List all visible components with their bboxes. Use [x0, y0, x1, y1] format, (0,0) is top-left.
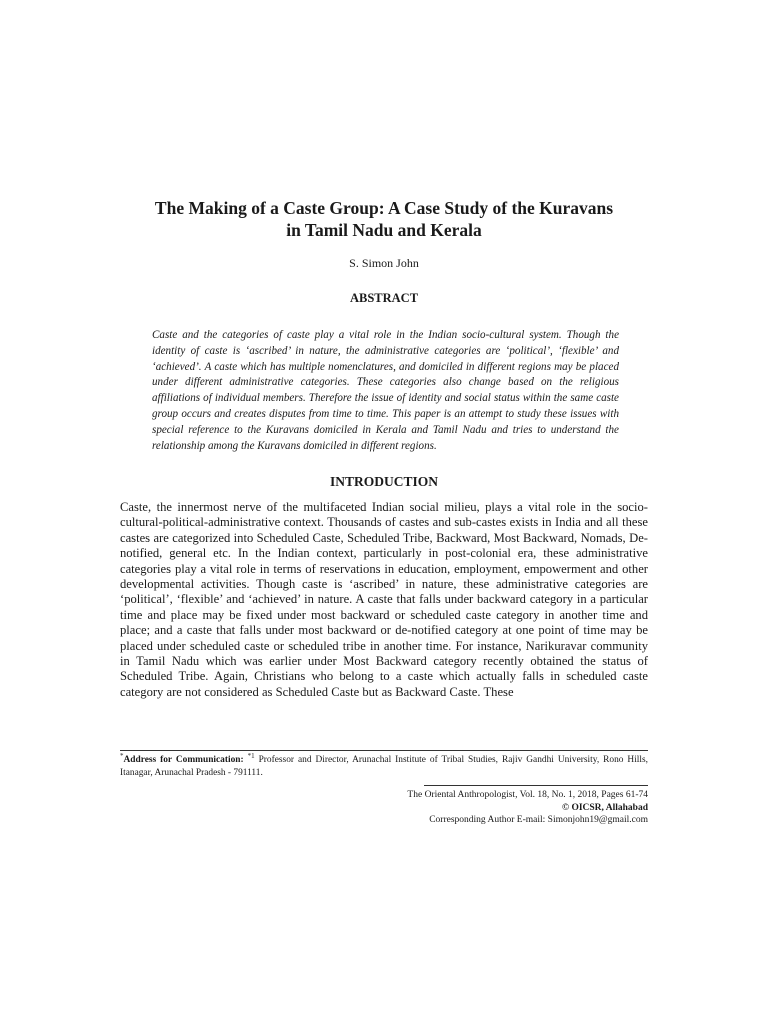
paper-title-line-2: in Tamil Nadu and Kerala — [286, 220, 482, 240]
footnote-divider — [120, 750, 648, 751]
footnote-superscript: *1 — [247, 751, 255, 760]
paper-title-line-1: The Making of a Caste Group: A Case Study of the Kuravans — [154, 198, 614, 218]
abstract-heading: ABSTRACT — [349, 291, 419, 305]
journal-info — [308, 789, 648, 827]
footnote-label: Address for Communication: — [123, 755, 244, 765]
introduction-heading: INTRODUCTION — [329, 474, 438, 489]
introduction-text: Caste, the innermost nerve of the multifaceted Indian social milieu, plays a vital role in the socio-cultural-political-administrative context. Thousands of castes and sub-castes exists in India and all these castes are categorized into Scheduled Caste, Scheduled Tribe, Backward, Most Backward, Nomads, De-notified, general etc. In the Indian context, particularly in post-colonial era, these administrative categories play a vital role in terms of reservations in education, employment, empowerment and other developmental activities. Though caste is ‘ascribed’ in nature, these administrative categories are ‘political’, ‘flexible’ and ‘achieved’ in nature. A caste that falls under backward category in a particular time and place may be fixed under most backward or scheduled caste category in another time and place; and a caste that falls under most backward or de-notified category at one point of time may be placed under scheduled caste or scheduled tribe in another time. For instance, Narikuravar community in Tamil Nadu which was earlier under Most Backward category recently obtained the status of Scheduled Tribe. Again, Christians who belong to a caste which actually falls in scheduled caste category are not considered as Scheduled Caste but as Backward Caste. These — [120, 500, 648, 699]
paper-title — [120, 197, 648, 241]
corresponding-author-email[interactable]: Corresponding Author E-mail: Simonjohn19@gmail.com — [429, 815, 648, 825]
abstract-text: Caste and the categories of caste play a vital role in the Indian socio-cultural system. Though the identity of caste is ‘ascribed’ in nature, the administrative categories are ‘political’, ‘flexible’ and ‘achieved’. A caste which has multiple nomenclatures, and domiciled in different regions may be placed under different administrative categories. These categories also change based on the religious affiliations of individual members. Therefore the issue of identity and social status within the same caste group occurs and creates disputes from time to time. This paper is an attempt to study these issues with special reference to the Kuravans domiciled in Kerala and Tamil Nadu and tries to understand the relationship among the Kuravans domiciled in different regions. — [152, 329, 619, 452]
journal-copyright: © OICSR, Allahabad — [561, 802, 648, 813]
footnote-marker: * — [120, 751, 124, 760]
paper-page — [120, 0, 648, 1024]
author-name: S. Simon John — [349, 256, 419, 270]
journal-divider — [424, 785, 648, 786]
journal-citation: The Oriental Anthropologist, Vol. 18, No. 1, 2018, Pages 61-74 — [407, 790, 648, 800]
footnote — [120, 751, 649, 779]
footnote-text: Professor and Director, Arunachal Institute of Tribal Studies, Rajiv Gandhi University, Rono Hills, Itanagar, Arunachal Pradesh - 791111. — [120, 755, 649, 778]
